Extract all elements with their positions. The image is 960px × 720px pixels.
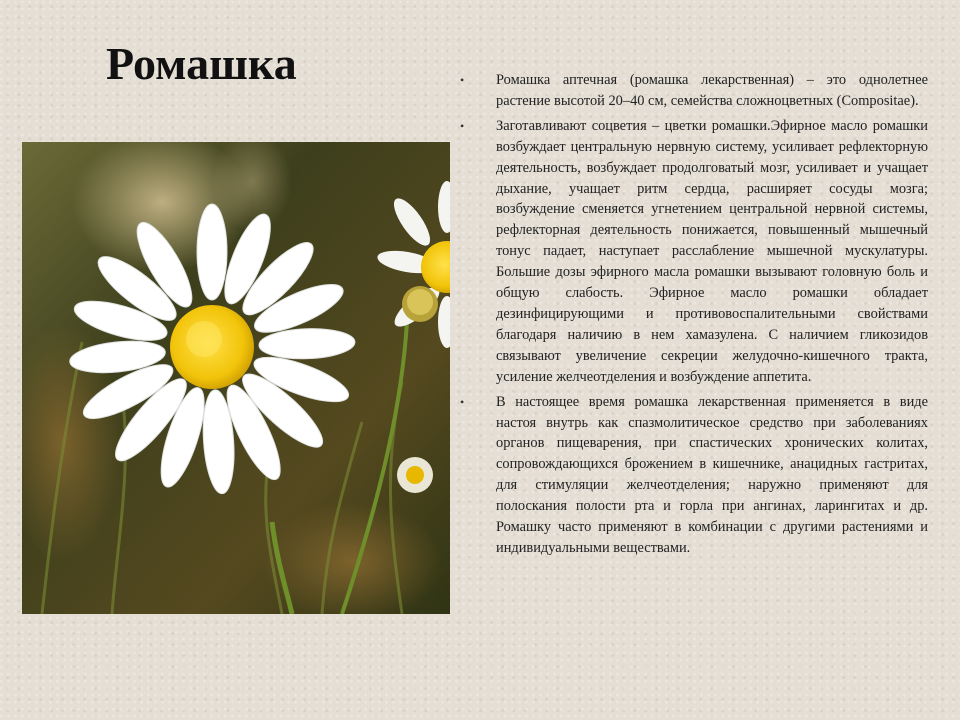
paragraph-text: Ромашка аптечная (ромашка лекарственная) – это однолетнее растение высотой 20–40 см, семейства сложноцветных (Compositae).	[496, 72, 928, 109]
text-column	[460, 70, 928, 563]
bullet-item	[460, 392, 928, 559]
chamomile-photo	[22, 142, 450, 614]
chamomile-flower-icon	[22, 142, 450, 614]
bullet-icon: •	[460, 394, 465, 409]
bullet-item	[460, 116, 928, 388]
paragraph-text: В настоящее время ромашка лекарственная применяется в виде настоя внутрь как спазмолитическое средство при заболеваниях органов пищеварения, при спастических хронических колитах, сопровождающихся брожением в кишечнике, анацидных гастритах, для стимуляции желчеотделения; наружно применяют для полоскания полости рта и горла при ангинах, ларингитах и др. Ромашку часто применяют в комбинации с другими растениями и индивидуальными веществами.	[496, 393, 928, 556]
bullet-list	[460, 70, 928, 559]
slide-title: Ромашка	[106, 38, 297, 89]
bullet-icon: •	[460, 118, 465, 133]
bullet-icon: •	[460, 73, 465, 87]
paragraph-text: Заготавливают соцветия – цветки ромашки.Эфирное масло ромашки возбуждает центральную нервную систему, усиливает рефлекторную деятельность, возбуждает продолговатый мозг, усиливает и учащает дыхание, учащает ритм сердца, расширяет сосуды мозга; возбуждение сменяется угнетением центральной нервной системы, рефлекторная деятельность понижается, повышенный мышечный тонус падает, наступает расслабление мышечной мускулатуры. Большие дозы эфирного масла ромашки вызывают головную боль и общую слабость. Эфирное масло ромашки обладает дезинфицирующими и противовоспалительными свойствами благодаря наличию в нем хамазулена. С наличием гликозидов связывают увеличение секреции желудочно-кишечного тракта, усиление желчеотделения и возбуждение аппетита.	[496, 117, 928, 385]
bullet-item	[460, 70, 928, 112]
